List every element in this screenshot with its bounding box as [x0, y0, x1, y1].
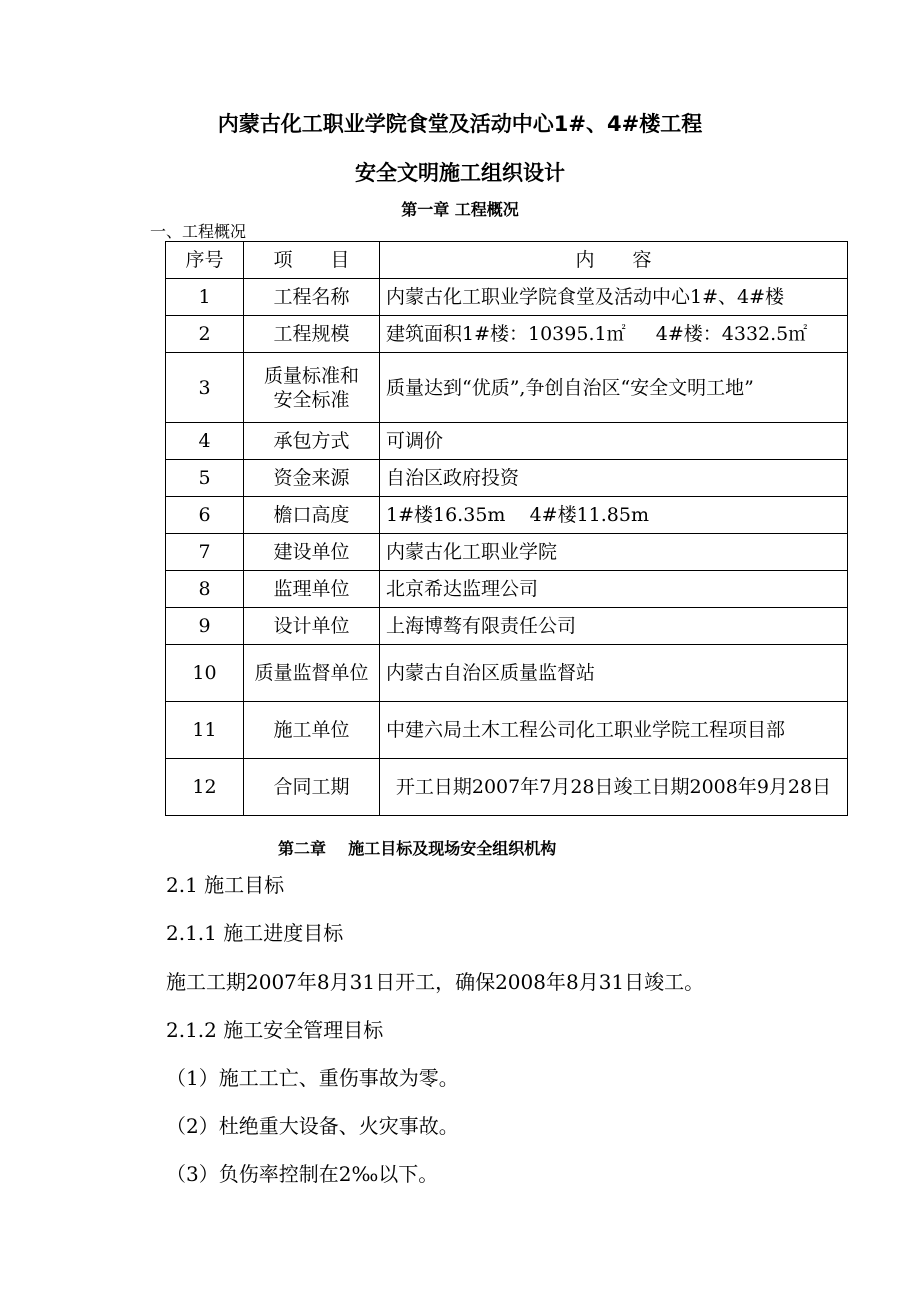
row-content: 质量达到“优质”,争创自治区“安全文明工地” — [380, 353, 848, 423]
row-no: 8 — [166, 571, 244, 608]
document-title-line1: 内蒙古化工职业学院食堂及活动中心1#、4#楼工程 — [217, 112, 703, 136]
row-item: 建设单位 — [244, 534, 380, 571]
row-item: 合同工期 — [244, 759, 380, 816]
row-item: 承包方式 — [244, 423, 380, 460]
table-row — [166, 460, 848, 497]
row-item: 檐口高度 — [244, 497, 380, 534]
row-content: 内蒙古自治区质量监督站 — [380, 645, 848, 702]
header-item: 项 目 — [244, 242, 380, 279]
table-row — [166, 759, 848, 816]
table-row — [166, 608, 848, 645]
row-no: 2 — [166, 316, 244, 353]
table-row — [166, 534, 848, 571]
table-row — [166, 279, 848, 316]
row-content: 内蒙古化工职业学院食堂及活动中心1#、4#楼 — [380, 279, 848, 316]
row-item: 工程规模 — [244, 316, 380, 353]
table-row — [166, 702, 848, 759]
safety-goal-item: （2）杜绝重大设备、火灾事故。 — [166, 1114, 459, 1138]
row-item: 监理单位 — [244, 571, 380, 608]
row-no: 11 — [166, 702, 244, 759]
row-content: 上海博骜有限责任公司 — [380, 608, 848, 645]
safety-goal-item: （1）施工工亡、重伤事故为零。 — [166, 1066, 459, 1090]
section-2-1-2-heading: 2.1.2 施工安全管理目标 — [166, 1018, 384, 1042]
schedule-paragraph: 施工工期2007年8月31日开工，确保2008年8月31日竣工。 — [166, 970, 705, 994]
row-content: 开工日期2007年7月28日竣工日期2008年9月28日 — [380, 759, 848, 816]
row-content: 1#楼16.35m 4#楼11.85m — [380, 497, 848, 534]
table-header-row — [166, 242, 848, 279]
row-no: 9 — [166, 608, 244, 645]
row-content: 可调价 — [380, 423, 848, 460]
chapter2-heading: 第二章 施工目标及现场安全组织机构 — [278, 839, 557, 858]
section-2-1-1-heading: 2.1.1 施工进度目标 — [166, 921, 344, 945]
table-row — [166, 353, 848, 423]
table-row — [166, 571, 848, 608]
row-item: 工程名称 — [244, 279, 380, 316]
row-no: 1 — [166, 279, 244, 316]
row-no: 7 — [166, 534, 244, 571]
section-2-1-heading: 2.1 施工目标 — [166, 873, 285, 897]
table-row — [166, 497, 848, 534]
section1-heading: 一、工程概况 — [150, 222, 247, 241]
table-row — [166, 316, 848, 353]
row-no: 12 — [166, 759, 244, 816]
row-content: 自治区政府投资 — [380, 460, 848, 497]
document-title-line2: 安全文明施工组织设计 — [355, 161, 565, 185]
row-item: 质量标准和安全标准 — [244, 353, 380, 423]
row-no: 3 — [166, 353, 244, 423]
row-content: 内蒙古化工职业学院 — [380, 534, 848, 571]
row-item: 施工单位 — [244, 702, 380, 759]
safety-goal-item: （3）负伤率控制在2‰以下。 — [166, 1162, 439, 1186]
row-content: 建筑面积1#楼：10395.1㎡ 4#楼：4332.5㎡ — [380, 316, 848, 353]
row-content: 中建六局土木工程公司化工职业学院工程项目部 — [380, 702, 848, 759]
row-no: 4 — [166, 423, 244, 460]
row-content: 北京希达监理公司 — [380, 571, 848, 608]
row-item: 质量监督单位 — [244, 645, 380, 702]
project-overview-table — [165, 241, 848, 816]
header-content: 内 容 — [380, 242, 848, 279]
chapter1-heading: 第一章 工程概况 — [401, 200, 519, 219]
row-no: 10 — [166, 645, 244, 702]
table-row — [166, 645, 848, 702]
header-no: 序号 — [166, 242, 244, 279]
row-no: 5 — [166, 460, 244, 497]
row-item: 资金来源 — [244, 460, 380, 497]
table-row — [166, 423, 848, 460]
row-no: 6 — [166, 497, 244, 534]
row-item: 设计单位 — [244, 608, 380, 645]
